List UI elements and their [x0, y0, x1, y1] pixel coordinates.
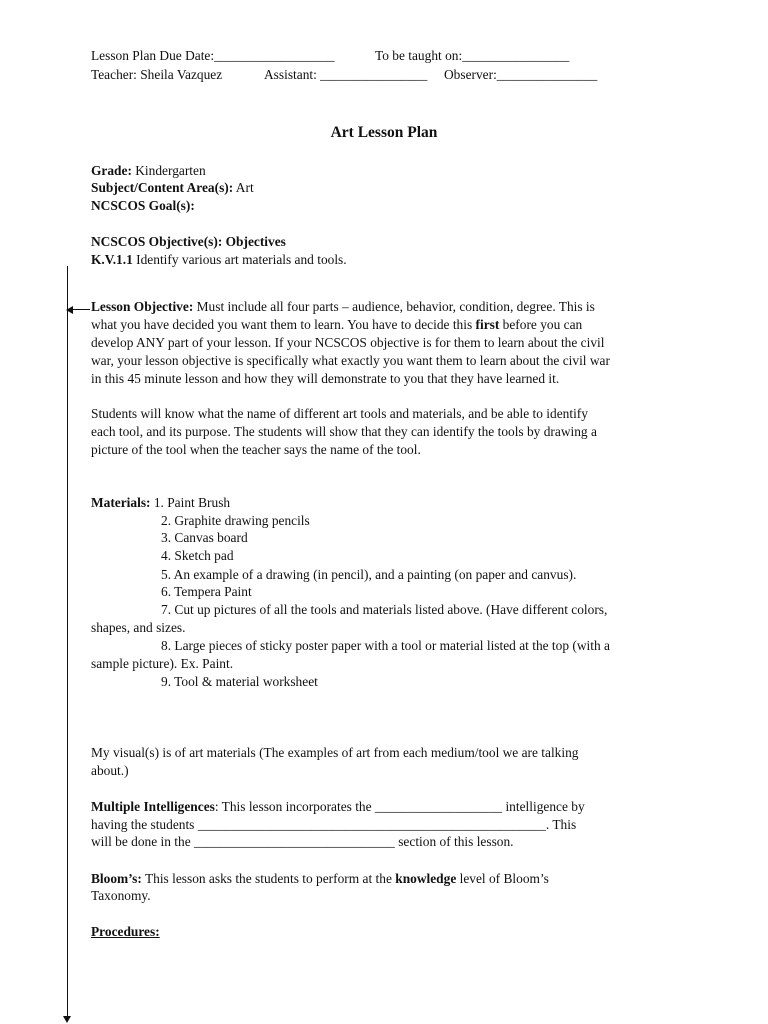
arrow-left-icon — [66, 306, 73, 314]
materials-item-7: 7. Cut up pictures of all the tools and materials listed above. (Have different colors, — [161, 602, 608, 617]
blooms-text1c: level of Bloom’s — [456, 871, 549, 886]
lesson-objective-first: first — [475, 317, 500, 332]
lesson-objective-line5: in this 45 minute lesson and how they will demonstrate to you that they have learned it. — [91, 371, 560, 386]
grade-line — [91, 162, 206, 180]
students-para-line2: each tool, and its purpose. The students will show that they can identify the tools by drawing a — [91, 424, 597, 439]
blooms-line2: Taxonomy. — [91, 888, 151, 903]
objective-kv-line — [91, 251, 347, 269]
procedures-heading: Procedures: — [91, 924, 160, 939]
materials-item-5: 5. An example of a drawing (in pencil), and a painting (on paper and canvus). — [161, 567, 577, 582]
lesson-objective-label: Lesson Objective: — [91, 299, 194, 314]
intelligences-line3: will be done in the ______________________________ section of this lesson. — [91, 834, 514, 849]
lesson-objective-line1 — [91, 298, 595, 316]
blooms-label: Bloom’s: — [91, 871, 142, 886]
lesson-objective-line4: war, your lesson objective is specifically what exactly you want them to learn about the civil war — [91, 353, 610, 368]
materials-item-1: 1. Paint Brush — [150, 495, 231, 510]
lesson-objective-text2a: what you have decided you want them to learn. You have to decide this — [91, 317, 476, 332]
materials-item-2: 2. Graphite drawing pencils — [161, 513, 310, 528]
lesson-objective-line3: develop ANY part of your lesson. If your NCSCOS objective is for them to learn about the civil — [91, 335, 605, 350]
observer-line: Observer:_______________ — [444, 67, 598, 82]
materials-item-4: 4. Sketch pad — [161, 548, 234, 563]
materials-item-3: 3. Canvas board — [161, 530, 248, 545]
lesson-objective-text2c: before you can — [499, 317, 583, 332]
teacher-line: Teacher: Sheila Vazquez — [91, 67, 223, 82]
grade-label: Grade: — [91, 163, 132, 178]
arrow-left-stem — [70, 309, 90, 310]
blooms-knowledge: knowledge — [395, 871, 457, 886]
objective-text: Identify various art materials and tools. — [132, 252, 347, 267]
visuals-line2: about.) — [91, 763, 129, 778]
lesson-objective-line2 — [91, 316, 582, 334]
page-title: Art Lesson Plan — [330, 124, 438, 141]
objective-code: K.V.1.1 — [91, 252, 133, 267]
arrow-down-icon — [63, 1016, 71, 1023]
materials-item-6: 6. Tempera Paint — [161, 584, 252, 599]
intelligences-line1 — [91, 798, 585, 816]
assistant-line: Assistant: ________________ — [264, 67, 428, 82]
intelligences-label: Multiple Intelligences — [91, 799, 215, 814]
vertical-arrow-line — [67, 266, 68, 1018]
intelligences-line2: having the students ____________________________________________________. This — [91, 817, 577, 832]
blooms-text1a: This lesson asks the students to perform at the — [141, 871, 396, 886]
grade-value: Kindergarten — [131, 163, 206, 178]
lesson-objective-text1: Must include all four parts – audience, behavior, condition, degree. This is — [193, 299, 595, 314]
materials-item-7-cont: shapes, and sizes. — [91, 620, 186, 635]
visuals-line1: My visual(s) is of art materials (The examples of art from each medium/tool we are talking — [91, 745, 579, 760]
goal-label: NCSCOS Goal(s): — [91, 198, 195, 213]
materials-item-8-cont: sample picture). Ex. Paint. — [91, 656, 234, 671]
subject-line — [91, 179, 254, 197]
objectives-label: NCSCOS Objective(s): Objectives — [91, 234, 286, 249]
subject-value: Art — [233, 180, 254, 195]
blooms-line1 — [91, 870, 549, 888]
materials-line1 — [91, 494, 230, 512]
intelligences-text1: : This lesson incorporates the ___________________ intelligence by — [214, 799, 585, 814]
due-date-line: Lesson Plan Due Date:__________________ — [91, 48, 335, 63]
materials-item-9: 9. Tool & material worksheet — [161, 674, 318, 689]
subject-label: Subject/Content Area(s): — [91, 180, 234, 195]
materials-item-8: 8. Large pieces of sticky poster paper with a tool or material listed at the top (with a — [161, 638, 610, 653]
students-para-line3: picture of the tool when the teacher says the name of the tool. — [91, 442, 421, 457]
taught-on-line: To be taught on:________________ — [375, 48, 570, 63]
students-para-line1: Students will know what the name of different art tools and materials, and be able to identify — [91, 406, 588, 421]
materials-label: Materials: — [91, 495, 151, 510]
